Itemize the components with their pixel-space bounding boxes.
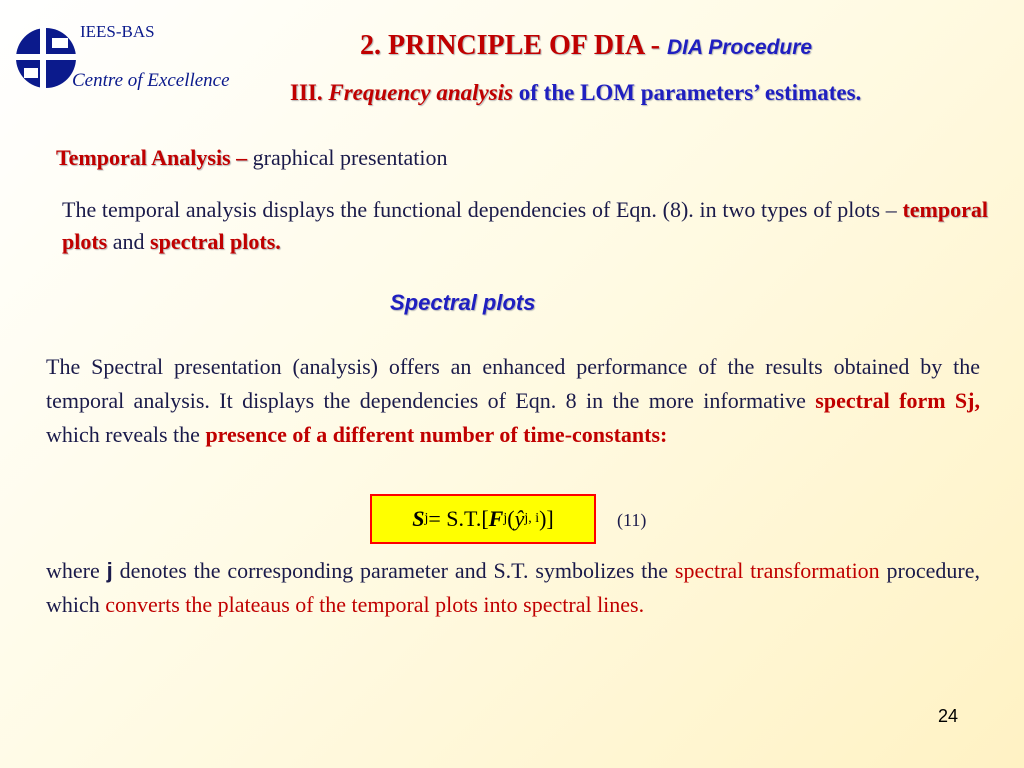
equation-number: (11): [617, 510, 647, 530]
eq-F: F: [488, 506, 504, 531]
spectral-plots-heading: Spectral plots: [390, 290, 536, 315]
temporal-analysis-label: Temporal Analysis –: [56, 145, 248, 170]
iees-logo-icon: [14, 24, 78, 92]
spectral-transformation-highlight: spectral transformation: [674, 558, 880, 583]
spectral-text-b: which reveals the: [46, 422, 206, 447]
slide-title: [360, 30, 812, 62]
equation-box: [370, 494, 596, 544]
spectral-form-subscript: j,: [967, 388, 980, 413]
title-main: 2. PRINCIPLE OF DIA -: [360, 30, 667, 61]
eq-open: (: [507, 506, 515, 531]
temporal-text-a: The temporal analysis displays the functional dependencies of Eqn. (8). in two types of plots –: [62, 197, 903, 222]
temporal-paragraph: [62, 194, 988, 258]
eq-mid: = S.T.[: [428, 506, 489, 531]
time-constants-highlight: presence of a different number of time-constants:: [205, 422, 668, 447]
eq-sub-j1: j: [424, 511, 429, 526]
eq-sub-ji: j, i: [524, 511, 540, 526]
title-sub: DIA Procedure: [666, 36, 813, 59]
spectral-text-a: The Spectral presentation (analysis) offers an enhanced performance of the results obtained by the temporal analysis. It displays the dependencies of Eqn. 8 in the more informative: [46, 354, 980, 413]
subtitle-prefix: III.: [290, 80, 329, 105]
def-text-b: denotes the corresponding parameter and S.T. symbolizes the: [112, 558, 675, 583]
subtitle-italic: Frequency analysis: [328, 80, 513, 105]
eq-S: S: [412, 506, 425, 531]
definition-paragraph: [46, 554, 980, 622]
temporal-text-b: and: [107, 229, 151, 254]
eq-yhat: ŷ: [514, 506, 525, 531]
temporal-plots-highlight: temporal plots: [62, 197, 988, 254]
subtitle-rest: of the LOM parameters’ estimates.: [513, 80, 862, 105]
spectral-form-highlight: spectral form S: [815, 388, 968, 413]
def-text-a: where: [46, 558, 107, 583]
temporal-analysis-rest: graphical presentation: [247, 145, 448, 170]
page-number: 24: [938, 706, 959, 726]
temporal-analysis-line: [56, 145, 448, 171]
spectral-plots-highlight: spectral plots.: [150, 229, 281, 254]
organization-name: IEES-BAS: [80, 22, 155, 41]
eq-sub-j2: j: [503, 511, 508, 526]
def-text-c: procedure, which: [46, 558, 980, 617]
def-j: j: [106, 558, 113, 583]
slide-subtitle: [290, 80, 861, 106]
plateaus-highlight: converts the plateaus of the temporal plots into spectral lines.: [105, 592, 645, 617]
eq-close: )]: [539, 506, 554, 531]
spectral-paragraph: [46, 350, 980, 452]
centre-of-excellence-label: Centre of Excellence: [72, 70, 230, 91]
